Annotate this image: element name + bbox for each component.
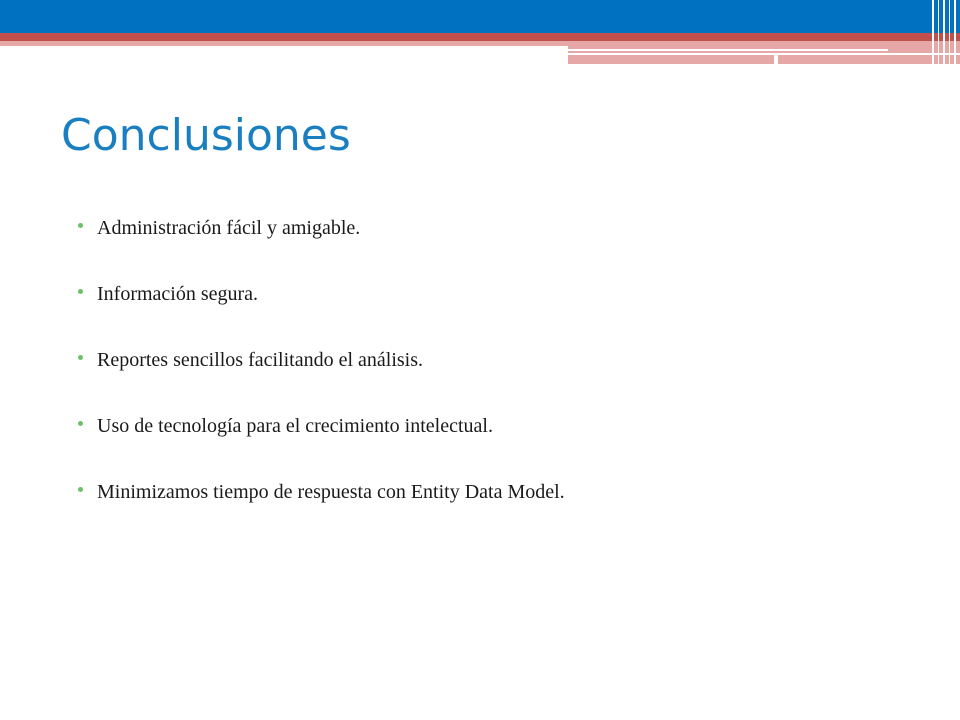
banner-blue-band <box>0 0 960 33</box>
bullet-dot-icon <box>78 487 83 492</box>
bullet-dot-icon <box>78 289 83 294</box>
banner-pink-band <box>0 41 570 46</box>
bullet-dot-icon <box>78 223 83 228</box>
bullet-text: Información segura. <box>97 283 259 305</box>
slide-title: Conclusiones <box>61 110 351 161</box>
bullet-text: Minimizamos tiempo de respuesta con Entity Data Model. <box>97 481 565 503</box>
bullet-text: Administración fácil y amigable. <box>97 217 361 239</box>
banner-pink-band <box>568 55 774 64</box>
banner-divider-line <box>568 49 888 51</box>
bullet-text: Uso de tecnología para el crecimiento intelectual. <box>97 415 493 437</box>
banner-pink-band <box>568 41 960 53</box>
bullet-item <box>78 283 565 315</box>
bullet-item <box>78 349 565 381</box>
banner-red-band <box>0 33 960 41</box>
bullet-dot-icon <box>78 355 83 360</box>
bullet-list <box>78 217 565 547</box>
banner-stripes <box>920 0 960 64</box>
bullet-item <box>78 217 565 249</box>
bullet-item <box>78 481 565 513</box>
bullet-text: Reportes sencillos facilitando el análisis. <box>97 349 424 371</box>
bullet-dot-icon <box>78 421 83 426</box>
bullet-item <box>78 415 565 447</box>
